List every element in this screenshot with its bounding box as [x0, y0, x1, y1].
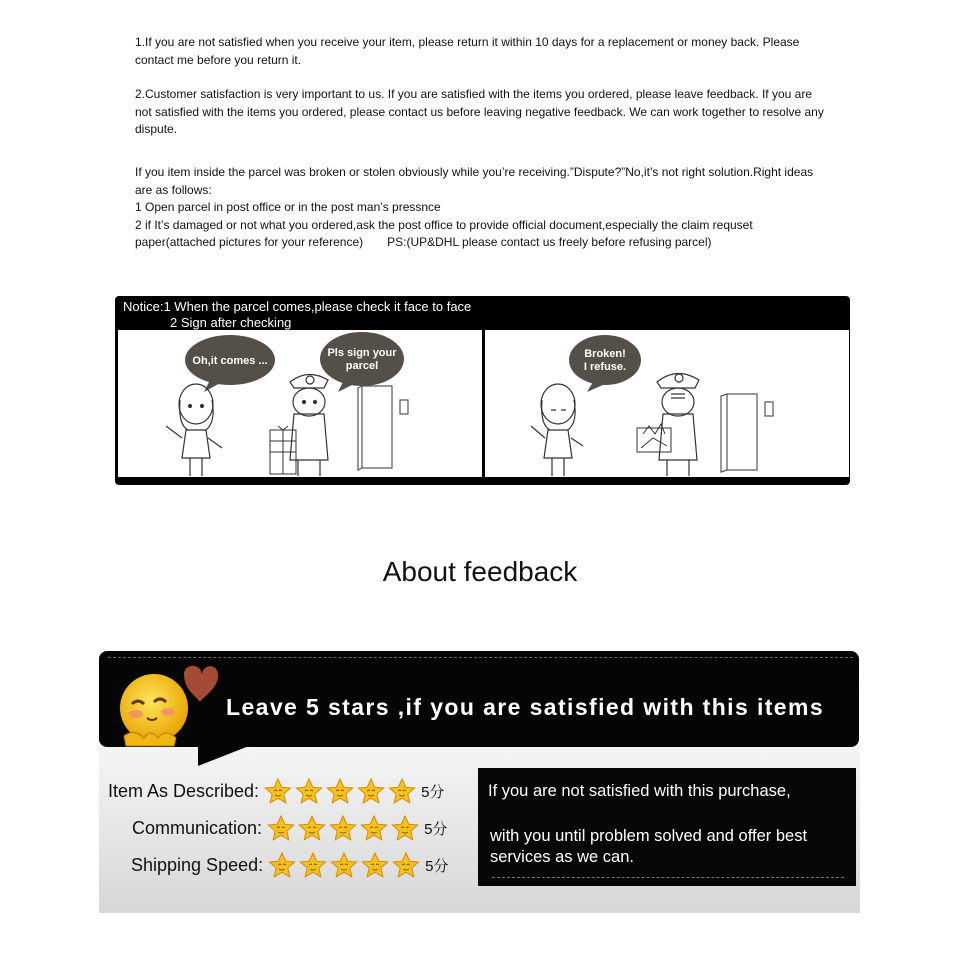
leave-five-stars-text: Leave 5 stars ,if you are satisfied with this items: [226, 694, 825, 720]
notice-line2: 2 Sign after checking: [170, 314, 292, 330]
star-icon: [263, 777, 293, 805]
rating-score: 5分: [424, 820, 448, 838]
star-icon: [298, 851, 328, 879]
bubble-text-sign-1: Pls sign your: [327, 347, 397, 359]
satisfaction-note-line1: If you are not satisfied with this purchase,: [488, 782, 791, 800]
damage-policy-paragraph: [135, 164, 830, 252]
scene-check-illustration: [118, 330, 482, 477]
about-feedback-title: About feedback: [382, 556, 578, 587]
satisfaction-note-line2: with you until problem solved and offer best services as we can.: [490, 827, 808, 866]
damage-policy-line1: If you item inside the parcel was broken or stolen obviously while you’re receiving.”Dispute?”No,it’s not right solution.Right ideas are as follows:: [135, 165, 814, 197]
damage-policy-line3: [135, 217, 830, 252]
scene-refuse-parcel: [485, 330, 849, 477]
rating-row-communication: [132, 813, 447, 843]
star-icon: [329, 851, 359, 879]
rating-score: 5分: [421, 783, 445, 801]
scene-check-parcel: [118, 330, 482, 477]
notice-panel: [115, 296, 850, 485]
door-icon: [358, 386, 408, 470]
postman-figure-icon: [657, 373, 699, 476]
damage-policy-line3-text: 2 if It’s damaged or not what you ordered,ask the post office to provide official document,especially the claim requset paper(attached pictures for your reference): [135, 217, 753, 249]
scene-refuse-illustration: [485, 330, 849, 477]
feedback-policy-paragraph: [135, 86, 825, 139]
star-icon: [359, 814, 389, 842]
rating-label: Communication:: [132, 817, 263, 838]
speech-bubble-broken: [569, 335, 641, 385]
star-icon: [387, 777, 417, 805]
star-icon: [360, 851, 390, 879]
notice-heading: [123, 299, 471, 330]
bubble-text-oh-it-comes: Oh,it comes ...: [192, 355, 268, 367]
damage-policy-line2: 1 Open parcel in post office or in the post man’s pressnce: [135, 200, 441, 214]
girl-figure-icon: [166, 384, 222, 476]
bubble-text-sign-2: parcel: [345, 360, 379, 372]
ps-note: PS:(UP&DHL please contact us freely before refusing parcel): [387, 235, 712, 249]
star-icon: [328, 814, 358, 842]
rating-label: Item As Described:: [108, 780, 260, 801]
rating-row-shipping-speed: [131, 850, 448, 880]
star-group: [263, 777, 418, 805]
note-dashed-line: [492, 877, 844, 878]
speech-bubble-right: [320, 332, 404, 386]
star-icon: [294, 777, 324, 805]
star-group: [266, 814, 421, 842]
bubble-text-broken: Broken!: [584, 348, 626, 360]
broken-parcel-icon: [637, 424, 671, 452]
feedback-policy-text: 2.Customer satisfaction is very important to us. If you are satisfied with the items you ordered, please leave feedback. If you are not satisfied with the items you ordered, please contact us before leaving negative feedback. We can work together to resolve any dispute.: [135, 87, 824, 136]
star-icon: [266, 814, 296, 842]
bubble-text-refuse: I refuse.: [583, 361, 627, 373]
star-icon: [391, 851, 421, 879]
rating-row-item-described: [108, 776, 444, 806]
return-policy-paragraph: [135, 34, 835, 69]
return-policy-text: 1.If you are not satisfied when you receive your item, please return it within 10 days for a replacement or money back. Please contact me before you return it.: [135, 35, 800, 67]
notice-line1: Notice:1 When the parcel comes,please check it face to face: [123, 299, 472, 314]
rating-label: Shipping Speed:: [131, 854, 264, 875]
star-icon: [390, 814, 420, 842]
star-icon: [297, 814, 327, 842]
star-group: [267, 851, 422, 879]
rating-score: 5分: [425, 857, 449, 875]
door-icon: [721, 394, 773, 472]
blushing-emoji-icon: [114, 658, 224, 750]
star-icon: [356, 777, 386, 805]
star-icon: [325, 777, 355, 805]
girl-figure-icon: [531, 384, 583, 476]
star-icon: [267, 851, 297, 879]
heart-icon: [184, 666, 218, 702]
